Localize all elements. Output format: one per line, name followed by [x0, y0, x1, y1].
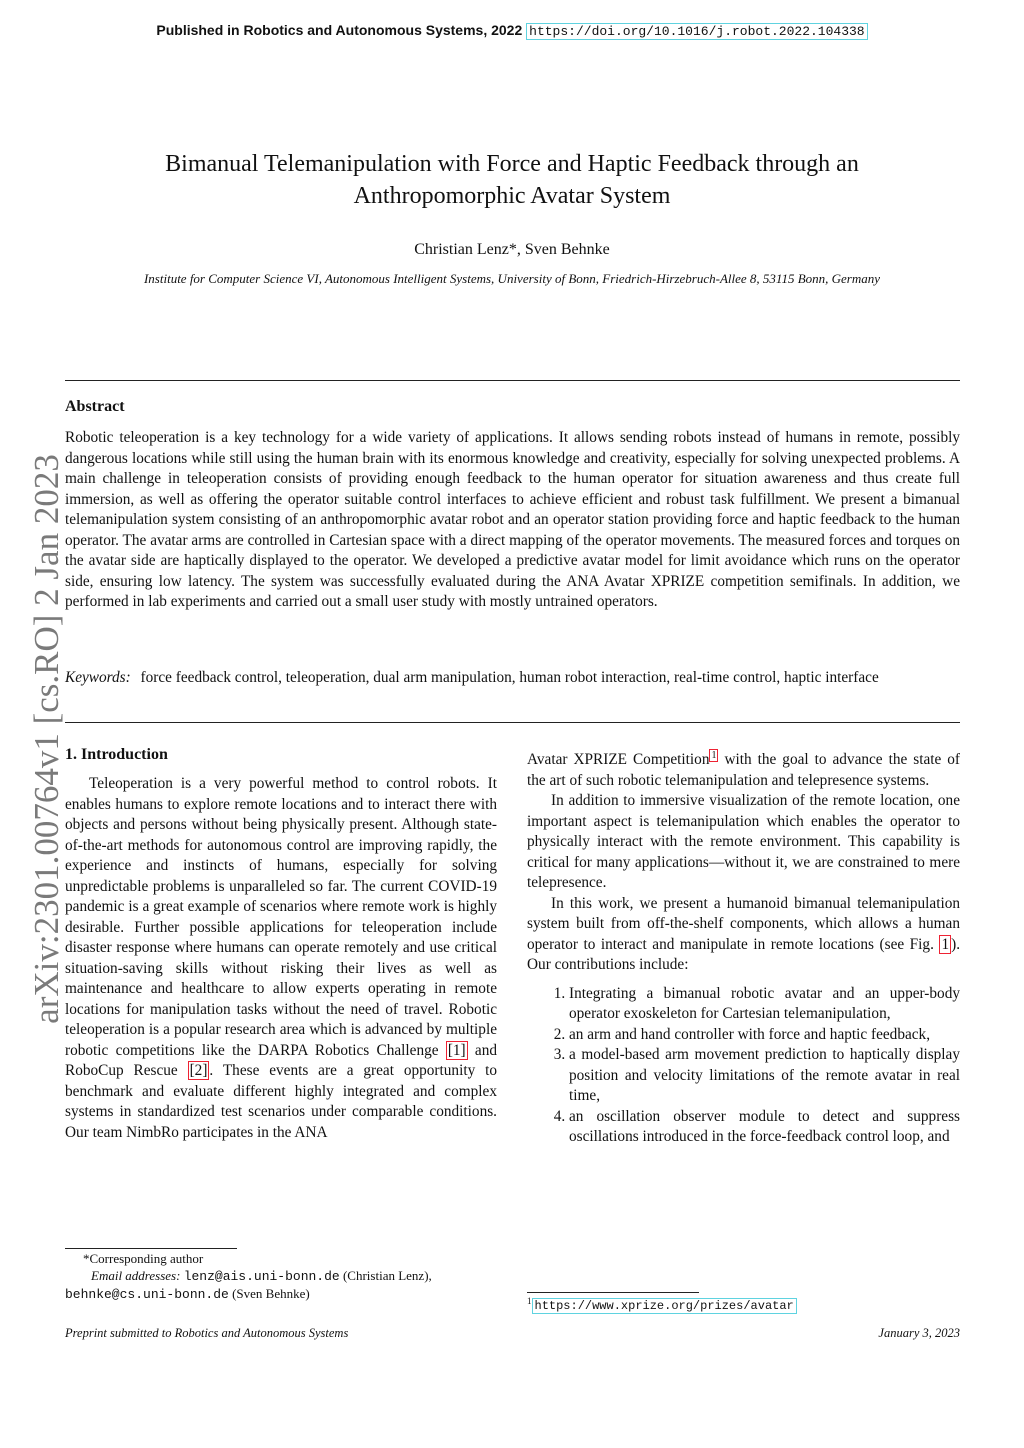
- doi-link[interactable]: https://doi.org/10.1016/j.robot.2022.104338: [526, 23, 867, 40]
- intro-paragraph-2: In addition to immersive visualization of the remote location, one important aspect is telemanipulation which enables the operator to physically interact with the remote environment. This capability is critical for many applications—without it, we are constrained to mere telepresence.: [527, 792, 960, 892]
- list-item: 2. an arm and hand controller with force and haptic feedback,: [569, 1025, 960, 1046]
- footnote-left: [65, 1250, 497, 1303]
- right-column: [527, 746, 960, 1148]
- goal-text: with the goal to advance the state of the art of such robotic telemanipulation and telepresence systems.: [527, 751, 960, 789]
- abstract-heading: Abstract: [65, 398, 125, 415]
- bottom-divider: [65, 722, 960, 723]
- email-label: Email addresses:: [91, 1268, 181, 1283]
- intro-text-a: Teleoperation is a very powerful method to control robots. It enables humans to explore remote locations and to interact there with objects and persons without being physically present. Although state-of-the-art methods for autonomous control are improving rapidly, the experience and instincts of humans, especially for solving unpredictable problems is unparalleled so far. The current COVID-19 pandemic is a great example of scenarios where remote work is highly desirable. Further possible applications for teleoperation include disaster response where humans can operate remotely and use critical situation-saving skills without risking their lives as well as maintenance and healthcare to allow experts operating in remote locations for manipulation tasks without the need of travel. Robotic teleoperation is a popular research area which is advanced by multiple robotic competitions like the DARPA Robotics Challenge: [65, 775, 497, 1059]
- author-name: (Sven Behnke): [232, 1286, 310, 1301]
- publication-header: [0, 22, 1024, 39]
- footer-right: January 3, 2023: [878, 1326, 960, 1340]
- citation-link[interactable]: [1]: [447, 1041, 466, 1059]
- intro-paragraph-1: [65, 774, 497, 1143]
- footnote-rule-right: [527, 1292, 699, 1293]
- corresponding-author-note: *Corresponding author: [83, 1251, 204, 1266]
- footnote-link[interactable]: 1: [711, 750, 717, 761]
- authors: Christian Lenz*, Sven Behnke: [414, 241, 610, 258]
- paper-title: [100, 148, 924, 212]
- footnote-number: 1: [527, 1296, 532, 1306]
- intro-text-c: . These events are a great opportunity to benchmark and evaluate different highly integrated and complex systems in standardized test scenarios under comparable conditions. Our team NimbRo participates in the ANA: [65, 1062, 497, 1141]
- email-address[interactable]: behnke@cs.uni-bonn.de: [65, 1287, 229, 1302]
- competition-text: Avatar XPRIZE Competition: [527, 751, 710, 769]
- footer-left: Preprint submitted to Robotics and Autonomous Systems: [65, 1326, 349, 1340]
- footnote-url[interactable]: https://www.xprize.org/prizes/avatar: [532, 1298, 797, 1314]
- affiliation: Institute for Computer Science VI, Autonomous Intelligent Systems, University of Bonn, Friedrich-Hirzebruch-Allee 8, 53115 Bonn, Germany: [143, 271, 881, 286]
- title-line-1: Bimanual Telemanipulation with Force and Haptic Feedback through an: [165, 151, 859, 177]
- list-item: 1. Integrating a bimanual robotic avatar and an upper-body operator exoskeleton for Cartesian telemanipulation,: [569, 984, 960, 1025]
- keywords-text: force feedback control, teleoperation, dual arm manipulation, human robot interaction, real-time control, haptic interface: [140, 669, 879, 686]
- list-item: 4. an oscillation observer module to detect and suppress oscillations introduced in the force-feedback control loop, and: [569, 1107, 960, 1148]
- citation-link[interactable]: [2]: [189, 1062, 208, 1079]
- left-column: [65, 746, 497, 1143]
- contributions-list: [527, 984, 960, 1148]
- footnote-rule-left: [65, 1248, 237, 1249]
- email-line: [65, 1267, 497, 1285]
- title-line-2: Anthropomorphic Avatar System: [353, 183, 671, 209]
- intro-paragraph-1-cont: [527, 746, 960, 791]
- abstract-text: Robotic teleoperation is a key technology for a wide variety of applications. It allows sending robots instead of humans in remote, possibly dangerous locations while still using the human brain with its enormous knowledge and creativity, especially for solving unexpected problems. A main challenge in teleoperation consists of providing enough feedback to the human operator for situation awareness and thus create full immersion, as well as offering the operator suitable control interfaces to achieve efficient and robust task fulfillment. We present a bimanual telemanipulation system consisting of an anthropomorphic avatar robot and an operator station providing force and haptic feedback to the human operator. The avatar arms are controlled in Cartesian space with a direct mapping of the operator movements. The measured forces and torques on the avatar side are haptically displayed to the operator. We developed a predictive avatar model for limit avoidance which runs on the operator side, ensuring low latency. The system was successfully evaluated during the ANA Avatar XPRIZE competition semifinals. In addition, we performed in lab experiments and carried out a small user study with mostly untrained operators.: [65, 429, 960, 610]
- keywords-label: Keywords:: [65, 669, 131, 686]
- contrib-intro-text: ). Our contributions include:: [527, 935, 961, 974]
- intro-paragraph-3: [527, 894, 960, 976]
- list-item: 3. a model-based arm movement prediction to haptically display position and velocity limitations of the remote avatar in real time,: [569, 1045, 960, 1107]
- work-text: In this work, we present a humanoid bimanual telemanipulation system built from off-the-shelf components, which allows a human operator to interact and manipulate in remote locations (see Fig.: [527, 894, 960, 953]
- publication-note: Published in Robotics and Autonomous Systems, 2022: [156, 22, 523, 38]
- footnote-right: [527, 1296, 960, 1313]
- intro-text-b: and RoboCup Rescue: [65, 1041, 498, 1079]
- author-name: (Christian Lenz),: [342, 1268, 432, 1283]
- section-heading: 1. Introduction: [65, 746, 168, 763]
- top-divider: [65, 380, 960, 381]
- figure-link[interactable]: 1: [941, 935, 950, 953]
- email-line-2: [65, 1285, 497, 1303]
- email-address[interactable]: lenz@ais.uni-bonn.de: [183, 1269, 340, 1284]
- keywords: [65, 668, 960, 689]
- arxiv-side-stamp: arXiv:2301.00764v1 [cs.RO] 2 Jan 2023: [27, 454, 66, 1024]
